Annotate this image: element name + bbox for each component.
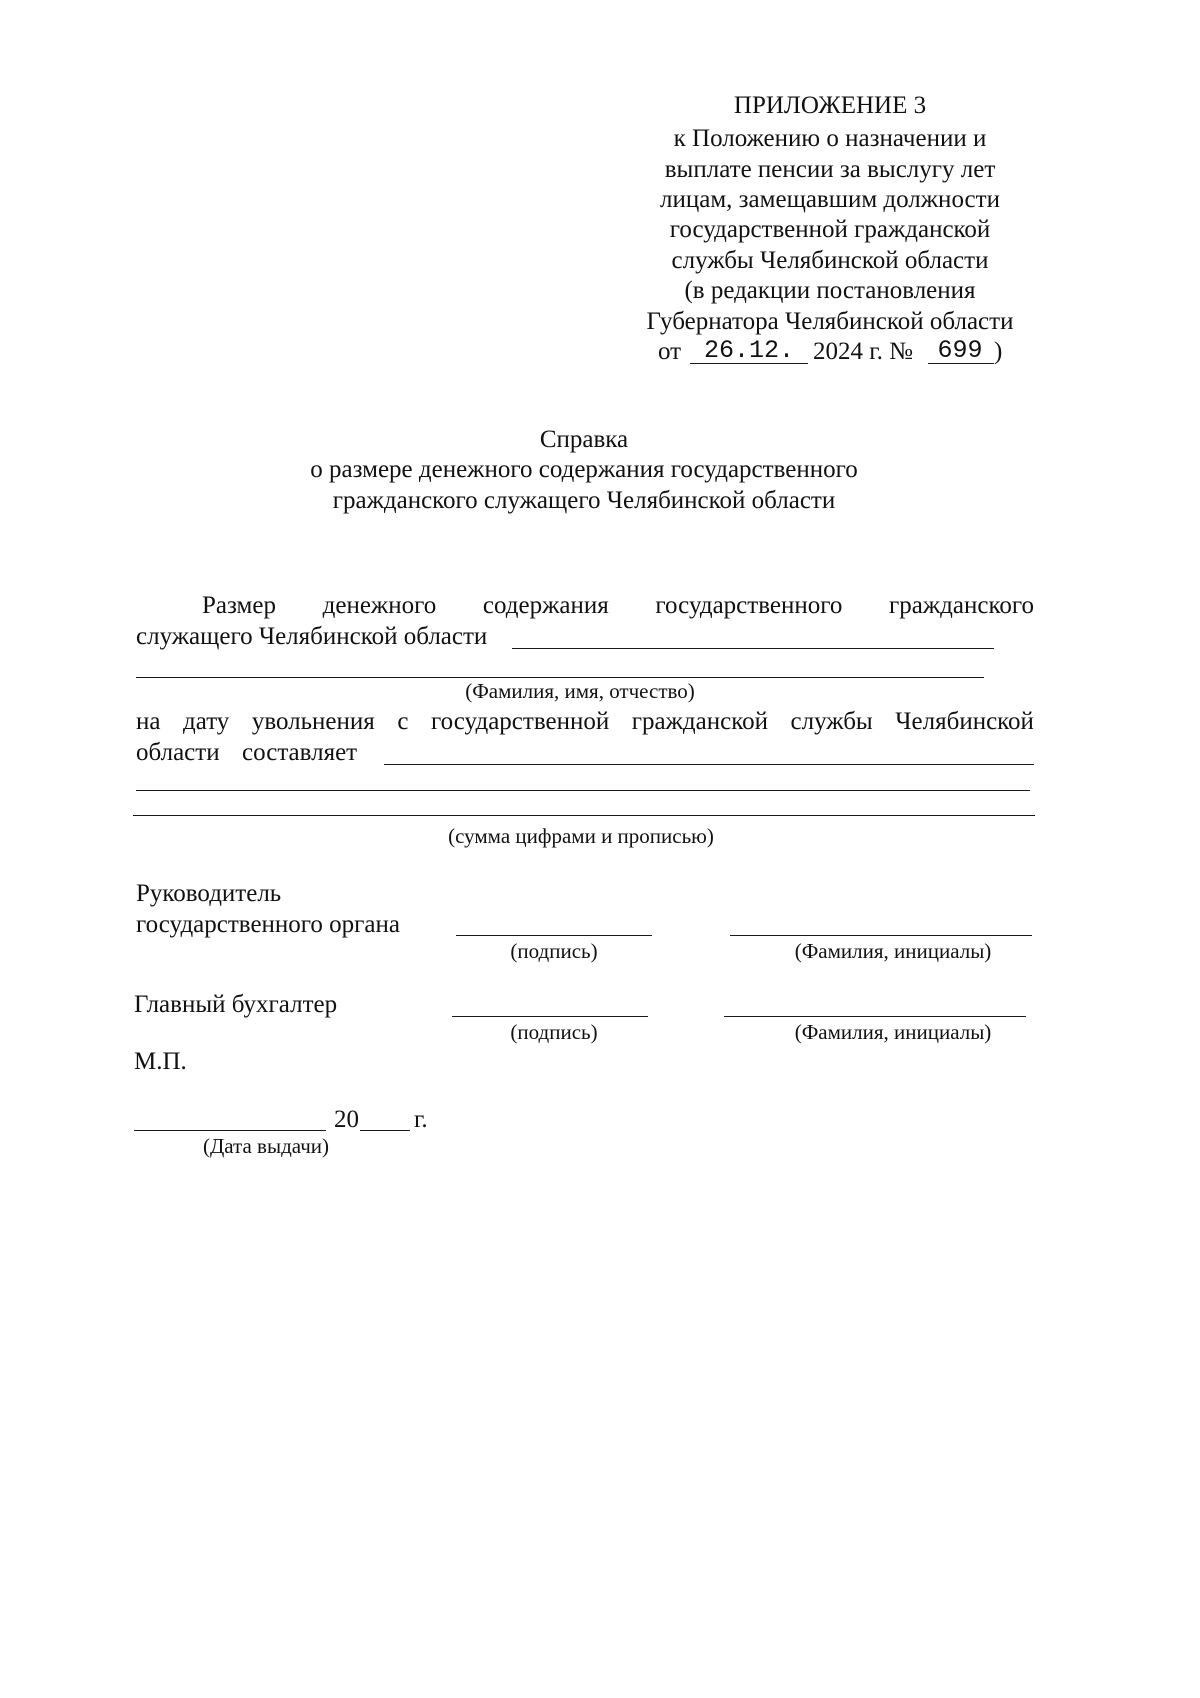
fio-line-2[interactable] [136, 677, 984, 678]
appendix-line-5: службы Челябинской области [671, 247, 989, 274]
appendix-line-1: к Положению о назначении и [673, 125, 987, 152]
appendix-line-3: лицам, замещавшим должности [660, 186, 1000, 213]
accountant-signature-caption: (подпись) [510, 1020, 598, 1044]
fio-line-1[interactable] [512, 648, 994, 649]
paragraph-word: Размер [202, 592, 276, 619]
document-subtitle-line-1: о размере денежного содержания государственного [310, 456, 858, 483]
sum-line-3[interactable] [133, 815, 1035, 816]
stamp-label: М.П. [134, 1048, 187, 1075]
issue-year-line[interactable] [360, 1130, 410, 1131]
paragraph-word: Челябинской [895, 708, 1034, 735]
paragraph-word: государственной [431, 708, 610, 735]
appendix-number-underline [928, 363, 994, 364]
document-title: Справка [539, 426, 629, 453]
appendix-date-underline [690, 363, 808, 364]
paragraph-word: дату [183, 708, 230, 735]
head-label-line-1: Руководитель [136, 880, 282, 907]
paragraph-word: содержания [482, 592, 609, 619]
sum-line-2[interactable] [136, 790, 1030, 791]
accountant-name-caption: (Фамилия, инициалы) [794, 1020, 992, 1044]
paragraph-word: гражданского [889, 592, 1034, 619]
sum-caption: (сумма цифрами и прописью) [448, 824, 714, 848]
paragraph-word: на [136, 708, 161, 735]
fio-caption: (Фамилия, имя, отчество) [465, 679, 695, 703]
paragraph-word: с [397, 708, 409, 735]
appendix-closing-paren: ) [994, 338, 1003, 365]
appendix-date-value: 26.12. [703, 336, 794, 365]
paragraph-2-line-2b: составляет [242, 739, 358, 766]
appendix-year-text: 2024 г. № [813, 338, 914, 365]
accountant-name-line[interactable] [724, 1016, 1026, 1017]
paragraph-1-line-2: служащего Челябинской области [136, 623, 488, 650]
head-signature-line[interactable] [456, 935, 652, 936]
head-name-line[interactable] [730, 935, 1032, 936]
head-label-line-2: государственного органа [136, 911, 401, 938]
appendix-date-prefix: от [658, 338, 682, 365]
head-name-caption: (Фамилия, инициалы) [794, 939, 992, 963]
paragraph-word: увольнения [251, 708, 375, 735]
paragraph-2-line-2a: области [136, 739, 220, 766]
accountant-label: Главный бухгалтер [134, 991, 338, 1018]
issue-year-prefix: 20 [334, 1106, 359, 1133]
appendix-line-6: (в редакции постановления [684, 277, 976, 304]
paragraph-word: гражданской [631, 708, 768, 735]
document-subtitle-line-2: гражданского служащего Челябинской области [332, 487, 836, 514]
accountant-signature-line[interactable] [452, 1016, 648, 1017]
appendix-line-4: государственной гражданской [669, 216, 991, 243]
paragraph-word: службы [790, 708, 873, 735]
paragraph-word: государственного [655, 592, 843, 619]
appendix-number-value: 699 [937, 336, 983, 365]
issue-date-caption: (Дата выдачи) [202, 1134, 330, 1158]
paragraph-1-line-1 [202, 593, 1034, 618]
sum-line-1[interactable] [384, 764, 1034, 765]
appendix-title: ПРИЛОЖЕНИЕ 3 [733, 92, 927, 119]
head-signature-caption: (подпись) [510, 939, 598, 963]
issue-year-suffix: г. [414, 1106, 428, 1133]
paragraph-2-line-1 [136, 709, 1034, 734]
paragraph-word: денежного [322, 592, 437, 619]
issue-date-line[interactable] [134, 1130, 326, 1131]
appendix-line-2: выплате пенсии за выслугу лет [664, 156, 996, 183]
appendix-line-7: Губернатора Челябинской области [646, 308, 1014, 335]
